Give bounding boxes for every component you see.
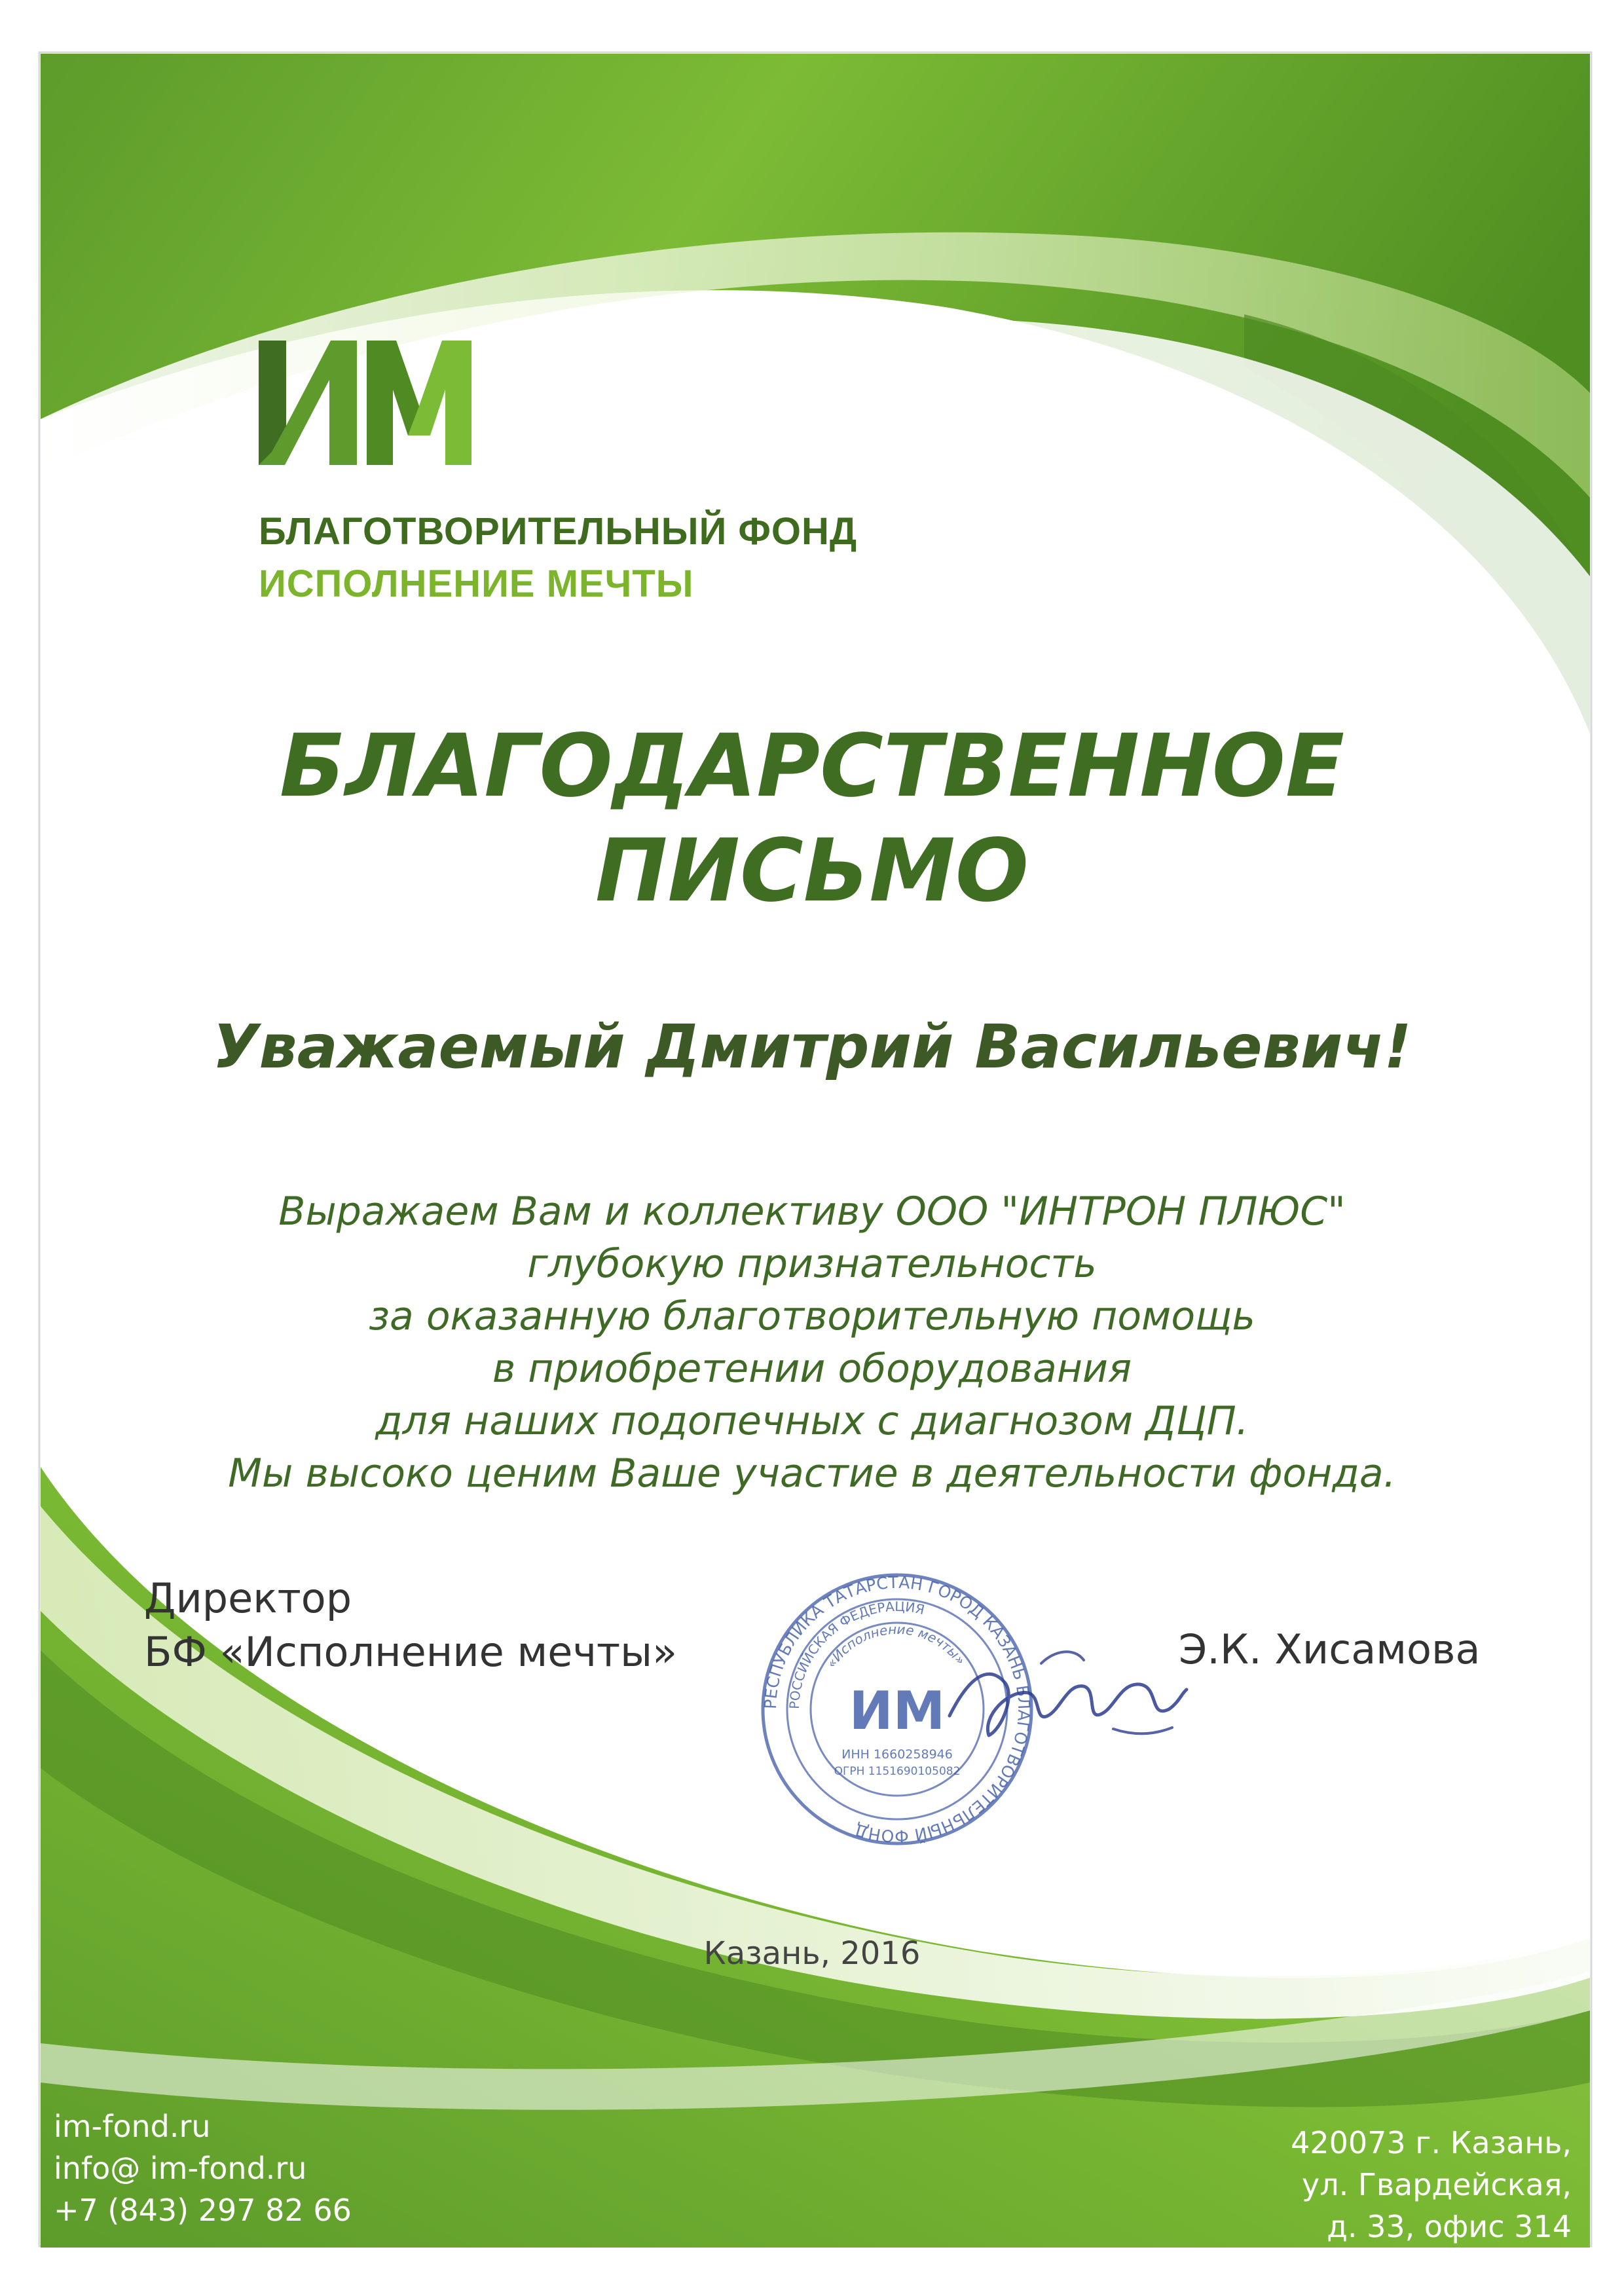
letter-title: [0, 714, 1624, 923]
body-line: в приобретении оборудования: [492, 1346, 1132, 1392]
signatory-name: Э.К. Хисамова: [1179, 1625, 1481, 1673]
place-and-date: Казань, 2016: [703, 1935, 921, 1972]
phone-number: +7 (843) 297 82 66: [54, 2193, 352, 2228]
signatory-title: [144, 1572, 799, 1679]
body-line: для наших подопечных с диагнозом ДЦП.: [375, 1398, 1249, 1444]
stamp-middle-text: РОССИЙСКАЯ ФЕДЕРАЦИЯ: [786, 1598, 927, 1710]
signatory-title-line2: БФ «Исполнение мечты»: [144, 1628, 678, 1676]
body-line: Мы высоко ценим Ваше участие в деятельности фонда.: [228, 1451, 1396, 1496]
body-line: Выражаем Вам и коллективу ООО "ИНТРОН ПЛЮС": [278, 1189, 1346, 1234]
stamp-inn: ИНН 1660258946: [841, 1747, 953, 1762]
contacts-online: [54, 2105, 512, 2231]
email-link[interactable]: info@ im-fond.ru: [54, 2151, 307, 2186]
stamp-outer-text: РЕСПУБЛИКА ТАТАРСТАН ГОРОД КАЗАНЬ БЛАГОТВОРИТЕЛЬНЫЙ ФОНД: [760, 1572, 1034, 1846]
website-link[interactable]: im-fond.ru: [54, 2109, 211, 2144]
org-name-line1: БЛАГОТВОРИТЕЛЬНЫЙ ФОНД: [259, 510, 858, 553]
address-line3: д. 33, офис 314: [1327, 2209, 1572, 2244]
stamp-ogrn: ОГРН 1151690105082: [834, 1765, 961, 1778]
address-line1: 420073 г. Казань,: [1291, 2125, 1572, 2160]
org-name-line2: ИСПОЛНЕНИЕ МЕЧТЫ: [259, 563, 694, 605]
body-line: за оказанную благотворительную помощь: [369, 1293, 1255, 1339]
greeting: Уважаемый Дмитрий Васильевич!: [212, 1012, 1412, 1082]
stamp-mark: ИМ: [849, 1680, 946, 1741]
address-line2: ул. Гвардейская,: [1302, 2167, 1572, 2202]
contacts-address: [1153, 2122, 1572, 2248]
stamp-inner-text: «Исполнение мечты»: [823, 1621, 969, 1671]
signatory-title-line1: Директор: [144, 1574, 352, 1622]
body-line: глубокую признательность: [527, 1241, 1097, 1287]
fund-logo: [259, 327, 475, 478]
title-line2: ПИСЬМО: [595, 821, 1029, 921]
letter-body: [0, 1185, 1624, 1500]
title-line1: БЛАГОДАРСТВЕННОЕ: [279, 716, 1345, 817]
handwritten-signature: [943, 1637, 1192, 1762]
